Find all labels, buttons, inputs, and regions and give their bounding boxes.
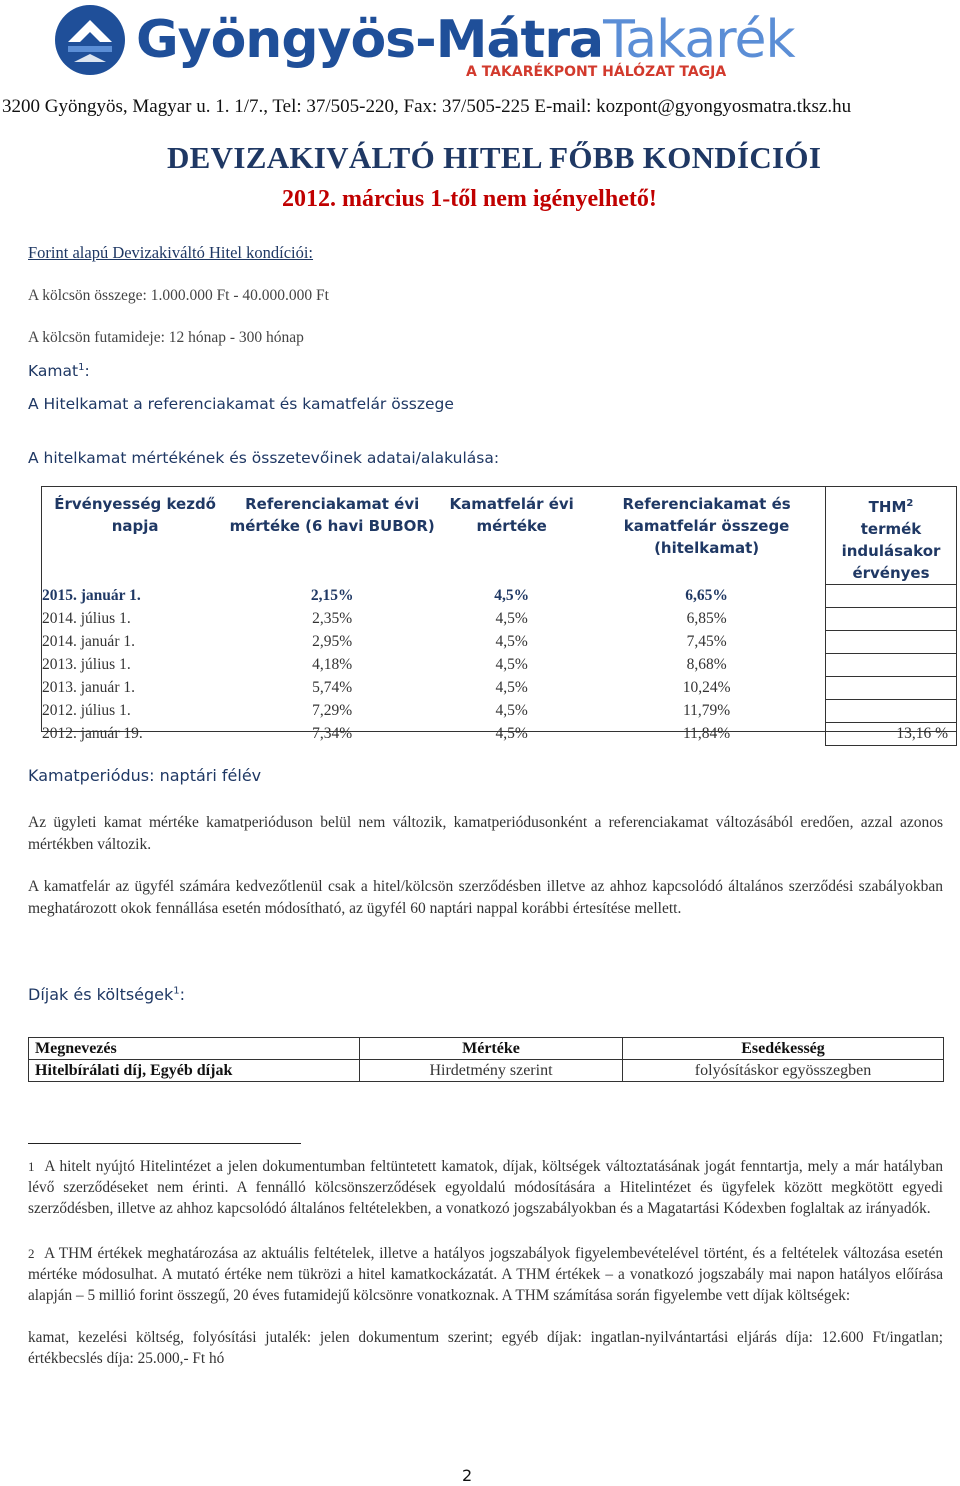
cell-reference-rate: 4,18% xyxy=(312,656,353,673)
paragraph-rate-change: Az ügyleti kamat mértéke kamatperióduson belül nem változik, kamatperiódusonként a referenciakamat változásából eredően, azzal azonos mértékben változik. xyxy=(28,814,943,853)
table-row xyxy=(29,1060,944,1082)
brand-logo xyxy=(48,2,795,82)
footnote-1 xyxy=(28,1156,943,1219)
cell-margin: 4,5% xyxy=(495,702,528,719)
brand-tagline: A TAKARÉKPONT HÁLÓZAT TAGJA xyxy=(466,64,727,80)
cell-date: 2012. január 19. xyxy=(42,725,143,742)
cell-margin: 4,5% xyxy=(495,610,528,627)
cell-total-rate: 6,85% xyxy=(686,610,727,627)
loan-amount: A kölcsön összege: 1.000.000 Ft - 40.000.000 Ft xyxy=(28,287,329,304)
cell-date: 2012. július 1. xyxy=(42,702,131,719)
paragraph-margin-change: A kamatfelár az ügyfél számára kedvezőtlenül csak a hitel/kölcsön szerződésben illetve az ahhoz kapcsolódó általános szerződési szabályokban meghatározott okok fennállása esetén módosítható, az ügyfél 60 naptári nappal korábbi értesítése mellett. xyxy=(28,878,943,917)
cell-thm: 13,16 % xyxy=(826,723,957,746)
cell-margin: 4,5% xyxy=(495,679,528,696)
footnote-2-number: 2 xyxy=(28,1246,35,1261)
footnote-2 xyxy=(28,1243,943,1306)
header-thm-main: THM xyxy=(868,498,907,516)
cell-reference-rate: 7,29% xyxy=(312,702,353,719)
cell-date: 2015. január 1. xyxy=(42,587,141,604)
cell-total-rate: 11,84% xyxy=(682,725,731,742)
fees-title: Díjak és költségek$^1$: xyxy=(28,985,186,1004)
cell-thm xyxy=(826,677,957,700)
header-thm xyxy=(826,487,957,585)
header-margin: Kamatfelár évi mértéke xyxy=(449,494,574,535)
cell-margin: 4,5% xyxy=(494,587,530,604)
fees-header-due: Esedékesség xyxy=(623,1038,944,1060)
cell-date: 2013. július 1. xyxy=(42,656,131,673)
page-title: DEVIZAKIVÁLTÓ HITEL FŐBB KONDÍCIÓI xyxy=(167,140,822,175)
page-subtitle: 2012. március 1-től nem igényelhető! xyxy=(282,186,657,212)
footnote-1-number: 1 xyxy=(28,1159,35,1174)
cell-total-rate: 11,79% xyxy=(682,702,731,719)
interest-definition: A Hitelkamat a referenciakamat és kamatfelár összege xyxy=(28,395,454,413)
cell-reference-rate: 2,15% xyxy=(310,587,354,604)
cell-thm xyxy=(826,608,957,631)
page-number: 2 xyxy=(462,1466,473,1485)
cell-thm xyxy=(826,654,957,677)
cell-total-rate: 7,45% xyxy=(686,633,727,650)
cell-total-rate: 10,24% xyxy=(682,679,731,696)
table-row xyxy=(41,631,957,654)
brand-name xyxy=(136,10,795,70)
header-thm-sup: 2 xyxy=(906,498,914,509)
fees-cell-amount: Hirdetmény szerint xyxy=(360,1060,623,1082)
header-total-rate: Referenciakamat és kamatfelár összege (hitelkamat) xyxy=(622,494,791,557)
cell-total-rate: 6,65% xyxy=(685,587,728,604)
address-line: 3200 Gyöngyös, Magyar u. 1. 1/7., Tel: 37/505-220, Fax: 37/505-225 E-mail: kozpont@gyongyosmatra.tksz.hu xyxy=(2,96,852,117)
footnote-2-continuation: kamat, kezelési költség, folyósítási jutalék: jelen dokumentum szerint; egyéb díjak: ingatlan-nyilvántartási eljárás díja: 12.600 Ft/ingatlan; értékbecslés díja: 25.000,- Ft hó xyxy=(28,1329,943,1367)
cell-thm xyxy=(826,585,957,608)
section-title: Forint alapú Devizakiváltó Hitel kondíciói: xyxy=(28,243,314,262)
cell-margin: 4,5% xyxy=(495,725,528,742)
table-row xyxy=(41,723,957,746)
footnote-1-text: A hitelt nyújtó Hitelintézet a jelen dokumentumban feltüntetett kamatok, díjak, költségek változtatásának jogát fenntartja, mely a már hatályban lévő szerződéseket nem érinti. A fennálló kölcsönszerződések egyoldalú módosítására a Hitelintézet és ügyfelek között megkötött egyedi szerződésben, illetve az ahhoz kapcsolódó általános feltételekben, a vonatkozó jogszabályokban és a Magatartási Kódexben foglaltak az irányadók. xyxy=(28,1158,943,1217)
fees-footnote-ref: 1 xyxy=(173,985,180,997)
rate-intro: A hitelkamat mértékének és összetevőinek adatai/alakulása: xyxy=(28,449,500,467)
cell-date: 2013. január 1. xyxy=(42,679,135,696)
header-thm-rest: termék indulásakor érvényes xyxy=(841,520,941,582)
cell-margin: 4,5% xyxy=(495,633,528,650)
fees-header-amount: Mértéke xyxy=(360,1038,623,1060)
table-row xyxy=(41,585,957,608)
cell-thm xyxy=(826,700,957,723)
brand-name-part1: Gyöngyös-Mátra xyxy=(136,10,604,70)
rate-table xyxy=(41,486,957,746)
table-row xyxy=(41,677,957,700)
brand-name-part2: Takarék xyxy=(603,10,795,70)
cell-date: 2014. január 1. xyxy=(42,633,135,650)
cell-reference-rate: 2,35% xyxy=(312,610,353,627)
header-validity-date: Érvényesség kezdő napja xyxy=(54,494,216,535)
cell-date: 2014. július 1. xyxy=(42,610,131,627)
interest-label: Kamat xyxy=(28,362,79,381)
cell-thm xyxy=(826,631,957,654)
rate-table-header xyxy=(41,487,957,585)
cell-reference-rate: 7,34% xyxy=(312,725,353,742)
interest-footnote-ref: 1 xyxy=(78,362,85,373)
fees-header-name: Megnevezés xyxy=(29,1038,360,1060)
footnote-divider xyxy=(28,1143,301,1144)
interest-period-title: Kamatperiódus: naptári félév xyxy=(28,766,262,785)
logo-mark-icon xyxy=(50,2,130,78)
table-row xyxy=(41,654,957,677)
fees-cell-name: Hitelbírálati díj, Egyéb díjak xyxy=(29,1060,360,1082)
fees-cell-due: folyósításkor egyösszegben xyxy=(623,1060,944,1082)
table-row xyxy=(41,608,957,631)
cell-total-rate: 8,68% xyxy=(686,656,727,673)
cell-margin: 4,5% xyxy=(495,656,528,673)
header-reference-rate: Referenciakamat évi mértéke (6 havi BUBOR) xyxy=(229,494,435,535)
cell-reference-rate: 5,74% xyxy=(312,679,353,696)
loan-term: A kölcsön futamideje: 12 hónap - 300 hónap xyxy=(28,329,304,346)
cell-reference-rate: 2,95% xyxy=(312,633,353,650)
interest-heading: Kamat$^1$: xyxy=(28,362,90,381)
fees-title-text: Díjak és költségek xyxy=(28,985,174,1004)
footnote-2-text: A THM értékek meghatározása az aktuális feltételek, illetve a hatályos jogszabályok figyelembevételével történt, és a feltételek változása esetén mértéke módosulhat. A mutató értéke nem tükrözi a hitel kamatkockázatát. A THM értékek – a vonatkozó jogszabály mai napon hatályos előírása alapján – 5 millió forint összegű, 20 éves futamidejű kölcsönre vonatkoznak. A THM számítása során figyelembe vett díjak költségek: xyxy=(28,1245,943,1304)
table-row xyxy=(41,700,957,723)
fees-table-header xyxy=(29,1038,944,1060)
fees-table xyxy=(28,1037,944,1082)
